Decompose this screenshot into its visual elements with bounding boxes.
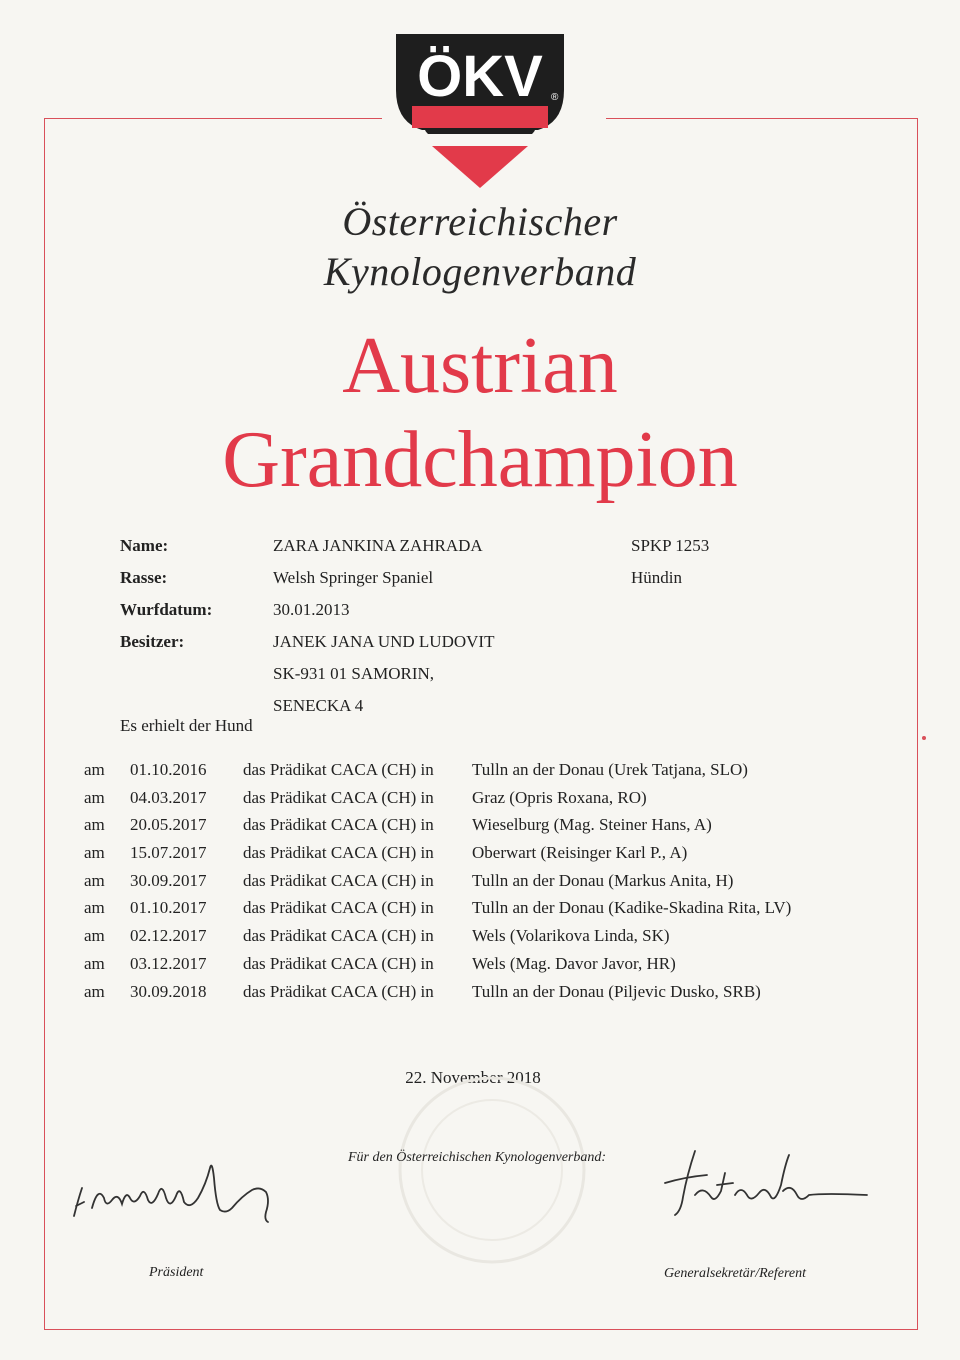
award-place: Tulln an der Donau (Urek Tatjana, SLO) bbox=[472, 760, 748, 779]
award-place: Tulln an der Donau (Kadike-Skadina Rita, LV) bbox=[472, 898, 792, 917]
award-predicate: das Prädikat CACA (CH) in bbox=[243, 898, 434, 917]
secretary-role-label: Generalsekretär/Referent bbox=[664, 1266, 807, 1281]
registered-mark: ® bbox=[551, 92, 559, 103]
award-date: 15.07.2017 bbox=[130, 843, 207, 862]
award-am: am bbox=[84, 954, 105, 973]
award-row bbox=[0, 898, 960, 922]
award-am: am bbox=[84, 926, 105, 945]
registration-number: SPKP 1253 bbox=[631, 536, 710, 555]
award-date: 01.10.2017 bbox=[130, 898, 207, 917]
award-place: Tulln an der Donau (Markus Anita, H) bbox=[472, 871, 734, 890]
award-date: 04.03.2017 bbox=[130, 788, 207, 807]
president-signature bbox=[70, 1148, 280, 1233]
embossed-seal bbox=[392, 1070, 592, 1270]
award-predicate: das Prädikat CACA (CH) in bbox=[243, 982, 434, 1001]
margin-dot bbox=[922, 736, 926, 740]
award-row bbox=[0, 982, 960, 1006]
dog-breed: Welsh Springer Spaniel bbox=[273, 568, 434, 587]
birth-date: 30.01.2013 bbox=[273, 600, 350, 619]
award-row bbox=[0, 954, 960, 978]
award-date: 03.12.2017 bbox=[130, 954, 207, 973]
award-row bbox=[0, 843, 960, 867]
award-row bbox=[0, 926, 960, 950]
award-am: am bbox=[84, 815, 105, 834]
dog-sex: Hündin bbox=[631, 568, 682, 587]
award-am: am bbox=[84, 843, 105, 862]
award-predicate: das Prädikat CACA (CH) in bbox=[243, 788, 434, 807]
okv-logo bbox=[388, 28, 572, 194]
award-row bbox=[0, 788, 960, 812]
award-predicate: das Prädikat CACA (CH) in bbox=[243, 954, 434, 973]
org-name-line1: Österreichischer bbox=[342, 199, 618, 244]
title-line2: Grandchampion bbox=[222, 416, 738, 504]
owner-line3: SENECKA 4 bbox=[273, 696, 364, 715]
for-organization-text: Für den Österreichischen Kynologenverband: bbox=[348, 1150, 607, 1165]
award-predicate: das Prädikat CACA (CH) in bbox=[243, 760, 434, 779]
award-am: am bbox=[84, 898, 105, 917]
secretary-signature bbox=[655, 1145, 870, 1230]
award-place: Wels (Volarikova Linda, SK) bbox=[472, 926, 670, 945]
award-am: am bbox=[84, 982, 105, 1001]
award-row bbox=[0, 815, 960, 839]
owner-line2: SK-931 01 SAMORIN, bbox=[273, 664, 435, 683]
logo-text: ÖKV bbox=[417, 44, 543, 109]
award-place: Graz (Opris Roxana, RO) bbox=[472, 788, 647, 807]
award-predicate: das Prädikat CACA (CH) in bbox=[243, 926, 434, 945]
award-date: 30.09.2017 bbox=[130, 871, 207, 890]
award-row bbox=[0, 871, 960, 895]
president-role-label: Präsident bbox=[149, 1265, 204, 1280]
issue-date: 22. November 2018 bbox=[405, 1068, 541, 1087]
award-am: am bbox=[84, 760, 105, 779]
award-date: 30.09.2018 bbox=[130, 982, 207, 1001]
award-date: 01.10.2016 bbox=[130, 760, 207, 779]
award-am: am bbox=[84, 788, 105, 807]
award-row bbox=[0, 760, 960, 784]
award-predicate: das Prädikat CACA (CH) in bbox=[243, 871, 434, 890]
title-line1: Austrian bbox=[342, 322, 618, 410]
birth-date-label: Wurfdatum: bbox=[120, 600, 213, 619]
award-place: Oberwart (Reisinger Karl P., A) bbox=[472, 843, 688, 862]
award-predicate: das Prädikat CACA (CH) in bbox=[243, 843, 434, 862]
award-date: 20.05.2017 bbox=[130, 815, 207, 834]
award-place: Wieselburg (Mag. Steiner Hans, A) bbox=[472, 815, 712, 834]
name-label: Name: bbox=[120, 536, 169, 555]
award-date: 02.12.2017 bbox=[130, 926, 207, 945]
owner-line1: JANEK JANA UND LUDOVIT bbox=[273, 632, 495, 651]
award-predicate: das Prädikat CACA (CH) in bbox=[243, 815, 434, 834]
dog-name: ZARA JANKINA ZAHRADA bbox=[273, 536, 483, 555]
award-place: Wels (Mag. Davor Javor, HR) bbox=[472, 954, 676, 973]
intro-text: Es erhielt der Hund bbox=[120, 716, 253, 735]
breed-label: Rasse: bbox=[120, 568, 168, 587]
owner-label: Besitzer: bbox=[120, 632, 185, 651]
award-am: am bbox=[84, 871, 105, 890]
award-place: Tulln an der Donau (Piljevic Dusko, SRB) bbox=[472, 982, 761, 1001]
org-name-line2: Kynologenverband bbox=[323, 249, 637, 294]
